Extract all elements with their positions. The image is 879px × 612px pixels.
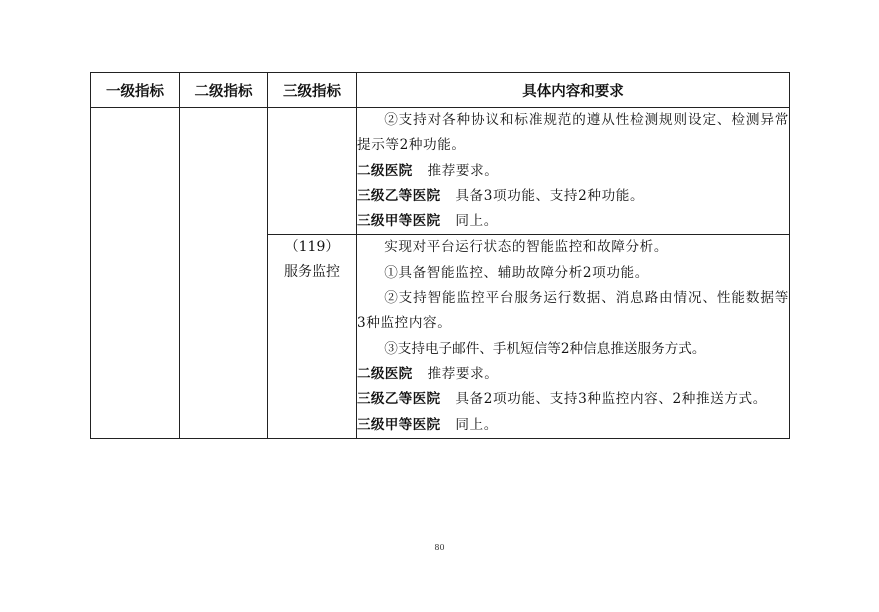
requirement-line [357, 209, 789, 234]
requirement-line [357, 159, 789, 184]
content-line: ①具备智能监控、辅助故障分析2项功能。 [384, 264, 649, 281]
level2-cell [180, 108, 268, 439]
requirement-text: 同上。 [455, 416, 498, 433]
requirement-label: 三级乙等医院 [357, 187, 441, 204]
requirement-text: 具备2项功能、支持3种监控内容、2种推送方式。 [455, 391, 767, 408]
page-number: 80 [434, 543, 445, 552]
level3-cell-empty [268, 108, 357, 235]
header-content: 具体内容和要求 [357, 73, 790, 108]
indicator-name: 服务监控 [284, 264, 340, 281]
header-level3: 三级指标 [268, 73, 357, 108]
table-row [91, 108, 790, 235]
requirement-text: 推荐要求。 [427, 365, 499, 382]
requirement-label: 三级甲等医院 [357, 213, 441, 230]
content-line: ②支持智能监控平台服务运行数据、消息路由情况、性能数据等3种监控内容。 [357, 290, 789, 332]
requirement-label: 三级甲等医院 [357, 416, 441, 433]
requirement-label: 三级乙等医院 [357, 391, 441, 408]
level3-cell [268, 235, 357, 438]
content-line: ②支持对各种协议和标准规范的遵从性检测规则设定、检测异常提示等2种功能。 [357, 112, 789, 154]
requirement-line [357, 413, 789, 438]
requirement-line [357, 387, 789, 412]
indicator-table [90, 72, 790, 439]
content-line: ③支持电子邮件、手机短信等2种信息推送服务方式。 [384, 340, 706, 357]
requirement-text: 推荐要求。 [427, 162, 499, 179]
requirement-text: 同上。 [455, 213, 498, 230]
requirement-text: 具备3项功能、支持2种功能。 [455, 187, 645, 204]
level1-cell [91, 108, 180, 439]
header-level2: 二级指标 [180, 73, 268, 108]
content-cell [357, 108, 790, 235]
header-row [91, 73, 790, 108]
indicator-code: （119） [284, 239, 340, 256]
content-cell [357, 235, 790, 438]
requirement-label: 二级医院 [357, 162, 413, 179]
content-line: 实现对平台运行状态的智能监控和故障分析。 [384, 239, 669, 256]
requirement-line [357, 184, 789, 209]
header-level1: 一级指标 [91, 73, 180, 108]
requirement-label: 二级医院 [357, 365, 413, 382]
requirement-line [357, 362, 789, 387]
